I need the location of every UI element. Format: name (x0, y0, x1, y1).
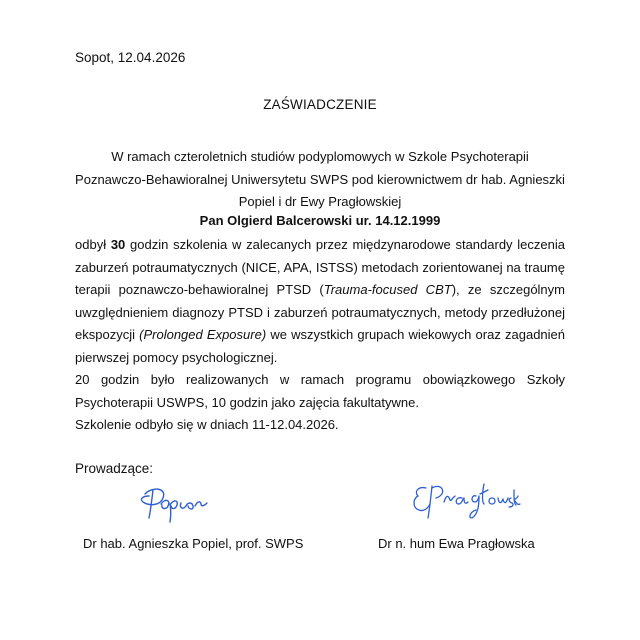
body-paragraph-2: 20 godzin było realizowanych w ramach programu obowiązkowego Szkoły Psychoterapii USWPS, 10 godzin jako zajęcia fakultatywne. (75, 372, 565, 410)
body-text: ), ze szczególnym uwzględnieniem diagnozy PTSD i zaburzeń potraumatycznych, metody przedłużonej ekspozycji (75, 282, 565, 342)
place-date: Sopot, 12.04.2026 (75, 50, 186, 65)
lecturer-left-name: Dr hab. Agnieszka Popiel, prof. SWPS (83, 536, 304, 551)
person-line: Pan Olgierd Balcerowski ur. 14.12.1999 (199, 213, 441, 228)
document-title: ZAŚWIADCZENIE (263, 97, 377, 112)
intro-paragraph: W ramach czteroletnich studiów podyplomowych w Szkole Psychoterapii Poznawczo-Behawioralnej Uniwersytetu SWPS pod kierownictwem dr hab. Agnieszki Popiel i dr Ewy Pragłowskiej (75, 149, 565, 209)
certificate-body (75, 234, 565, 437)
body-paragraph-3: Szkolenie odbyło się w dniach 11-12.04.2026. (75, 417, 339, 432)
body-text: godzin szkolenia w zalecanych przez międzynarodowe standardy leczenia zaburzeń potraumatycznych (NICE, APA, ISTSS) metodach zorientowanej na traumę terapii poznawczo-behawioralnej PTSD ( (75, 237, 565, 297)
body-text: odbył (75, 237, 111, 252)
signature-right (410, 480, 522, 524)
lecturer-right-name: Dr n. hum Ewa Pragłowska (378, 536, 535, 551)
method-name: (Prolonged Exposure) (139, 327, 267, 342)
lecturers-label: Prowadzące: (75, 461, 154, 476)
method-name: Trauma-focused CBT (323, 282, 452, 297)
body-text: we wszystkich grupach wiekowych oraz zagadnień pierwszej pomocy psychologicznej. (75, 327, 566, 365)
body-paragraph-1 (75, 234, 565, 369)
signature-left (137, 484, 212, 524)
hours-count: 30 (110, 237, 126, 252)
